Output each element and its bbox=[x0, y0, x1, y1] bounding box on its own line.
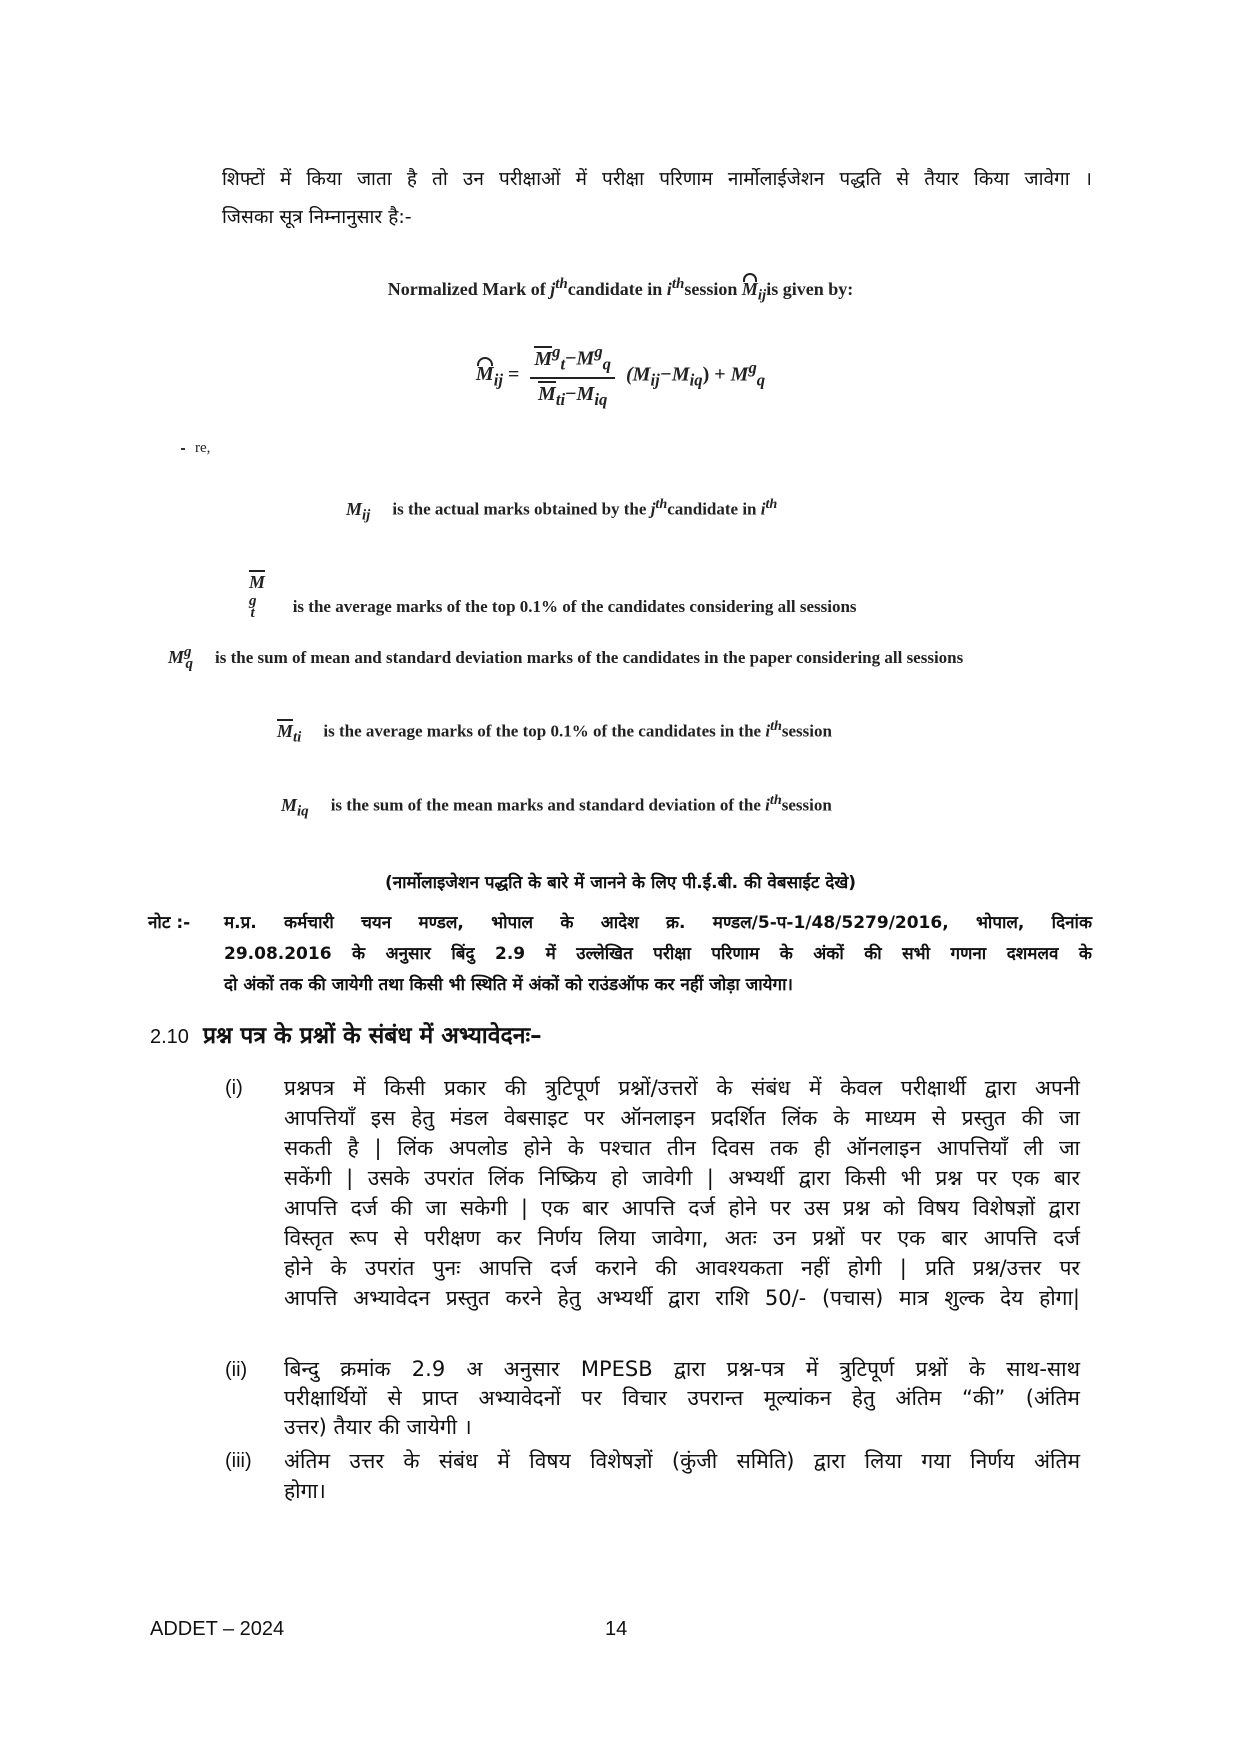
intro-paragraph bbox=[222, 160, 1092, 236]
footer-left: ADDET – 2024 bbox=[150, 1618, 285, 1640]
item-number: (ii) bbox=[225, 1359, 248, 1381]
section-heading bbox=[150, 1018, 542, 1050]
definition-miq: $M_{iq}$ is the sum of the mean marks and standard deviation of the $i^{th}session$ bbox=[281, 792, 832, 820]
page-number: 14 bbox=[605, 1618, 628, 1640]
item-text: बिन्दु क्रमांक 2.9 अ अनुसार MPESB द्वारा प्रश्न-पत्र में त्रुटिपूर्ण प्रश्नों के साथ-साथ परीक्षार्थियों से प्राप्त अभ्यावेदनों पर विचार उपरान्त मूल्यांकन हेतु अंतिम “की” (अंतिम उत्तर) तैयार की जायेगी । bbox=[284, 1357, 1080, 1439]
item-number: (i) bbox=[225, 1077, 243, 1099]
item-text: अंतिम उत्तर के संबंध में विषय विशेषज्ञों (कुंजी समिति) द्वारा लिया गया निर्णय अंतिम होगा। bbox=[284, 1449, 1080, 1503]
intro-line-1: शिफ्टों में किया जाता है तो उन परीक्षाओं में परीक्षा परिणाम नार्मोलाईजेशन पद्धति से तैयार किया जावेगा । bbox=[222, 168, 1092, 190]
definition-mti: $M_{ti}$ is the average marks of the top 0.1% of the candidates in the $i^{th}session$ bbox=[277, 718, 832, 746]
list-item bbox=[225, 1446, 1085, 1516]
intro-line-2: जिसका सूत्र निम्नानुसार है:- bbox=[222, 206, 412, 228]
formula-heading: Normalized Mark of $j^{th}candidate$ in $i^{th}session$ $M_{ij}is$ given by: bbox=[387, 276, 854, 304]
section-number: 2.10 bbox=[150, 1026, 189, 1048]
list-item bbox=[225, 1355, 1085, 1455]
definition-mqg: $M^g_q$ is the sum of mean and standard deviation marks of the candidates in the paper considering all sessions bbox=[168, 644, 964, 672]
formula-fraction: $\frac{M^g_t-M^g_q}{M_{ti}-M_{iq}}$ bbox=[530, 342, 615, 410]
item-text: प्रश्नपत्र में किसी प्रकार की त्रुटिपूर्ण प्रश्नों/उत्तरों के संबंध में केवल परीक्षार्थी द्वारा अपनी आपत्तियाँ इस हेतु मंडल वेबसाइट पर ऑनलाइन प्रदर्शित लिंक के माध्यम से प्रस्तुत की जा सकती है | लिंक अपलोड होने के पश्चात तीन दिवस तक ही ऑनलाइन आपत्तियाँ ली जा सकेंगी | उसके उपरांत लिंक निष्क्रिय हो जावेगी | अभ्यर्थी द्वारा किसी भी प्रश्न पर एक बार आपत्ति दर्ज की जा सकेगी | एक बार आपत्ति दर्ज होने पर उस प्रश्न को विषय विशेषज्ञों द्वारा विस्तृत रूप से परीक्षण कर निर्णय लिया जावेगा, अतः उन प्रश्नों पर एक बार आपत्ति दर्ज होने के उपरांत पुनः आपत्ति दर्ज कराने की आवश्यकता नहीं होगी | प्रति प्रश्न/उत्तर पर आपत्ति अभ्यावेदन प्रस्तुत करने हेतु अभ्यर्थी द्वारा राशि 50/- (पचास) मात्र शुल्क देय होगा| bbox=[284, 1076, 1080, 1310]
list-item bbox=[225, 1073, 1085, 1313]
definition-mtg: $M^g_t$ is the average marks of the top 0.1% of the candidates considering all sessions bbox=[249, 572, 857, 621]
normalization-formula: $M_{ij}$ = $\frac{M^g_t-M^g_q}{M_{ti}-M_{iq}}$ $(M_{ij}-M_{iq}) + M^g_q$ bbox=[475, 342, 766, 409]
note-label: नोट :- bbox=[148, 913, 191, 933]
where-fragment: re, bbox=[181, 440, 210, 457]
definition-mij: $M_{ij}$ is the actual marks obtained by the $j^{th}candidate$ in $i^{th}$ bbox=[346, 496, 778, 524]
note-text: म.प्र. कर्मचारी चयन मण्डल, भोपाल के आदेश क्र. मण्डल/5-प-1/48/5279/2016, भोपाल, दिनांक 29.08.2016 के अनुसार बिंदु 2.9 में उल्लेखित परीक्षा परिणाम के अंकों की सभी गणना दशमलव के दो अंकों तक की जायेगी तथा किसी भी स्थिति में अंकों को राउंडऑफ कर नहीं जोड़ा जायेगा। bbox=[224, 913, 1092, 995]
section-title: प्रश्न पत्र के प्रश्नों के संबंध में अभ्यावेदनः– bbox=[202, 1023, 542, 1049]
website-note: (नार्मोलाइजेशन पद्धति के बारे में जानने के लिए पी.ई.बी. की वेबसाईट देखे) bbox=[384, 873, 857, 893]
item-number: (iii) bbox=[225, 1450, 252, 1472]
